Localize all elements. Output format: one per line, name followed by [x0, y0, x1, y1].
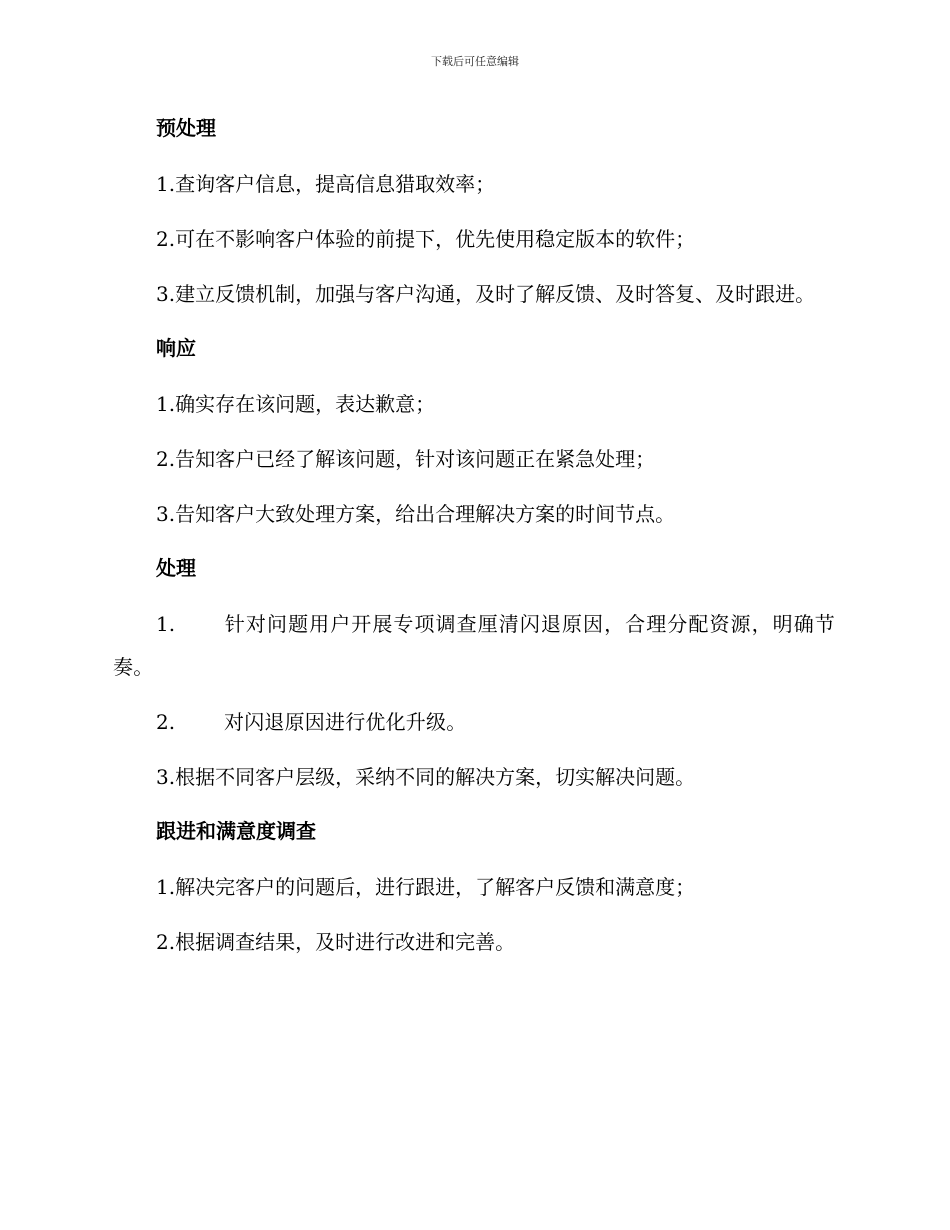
section-heading: 响应: [156, 336, 196, 360]
section-handling: [113, 548, 835, 799]
paragraph: 2.告知客户已经了解该问题，针对该问题正在紧急处理；: [156, 447, 656, 471]
section-heading: 预处理: [156, 116, 216, 140]
numbered-paragraph: [113, 701, 835, 744]
list-text: 对闪退原因进行优化升级。: [224, 710, 467, 734]
paragraph: 1.解决完客户的问题后，进行跟进，了解客户反馈和满意度；: [156, 875, 696, 899]
paragraph: 3.根据不同客户层级，采纳不同的解决方案，切实解决问题。: [156, 765, 696, 789]
document-body: [113, 108, 835, 976]
list-number: 1.: [156, 612, 176, 636]
list-number: 2.: [156, 710, 176, 734]
numbered-paragraph: [113, 603, 835, 689]
page-header: 下载后可任意编辑: [431, 55, 519, 68]
paragraph: 1.查询客户信息，提高信息猎取效率；: [156, 172, 496, 196]
section-response: [113, 328, 835, 536]
paragraph: 1.确实存在该问题，表达歉意；: [156, 392, 436, 416]
paragraph: 3.建立反馈机制，加强与客户沟通，及时了解反馈、及时答复、及时跟进。: [156, 282, 816, 306]
paragraph: 3.告知客户大致处理方案，给出合理解决方案的时间节点。: [156, 502, 676, 526]
section-heading: 处理: [156, 556, 196, 580]
section-heading: 跟进和满意度调查: [156, 819, 316, 843]
paragraph: 2.可在不影响客户体验的前提下，优先使用稳定版本的软件；: [156, 227, 696, 251]
section-follow-up-survey: [113, 811, 835, 964]
list-text: 针对问题用户开展专项调查厘清闪退原因，合理分配资源，明确节奏。: [113, 612, 835, 679]
section-preprocessing: [113, 108, 835, 316]
paragraph: 2.根据调查结果，及时进行改进和完善。: [156, 930, 516, 954]
